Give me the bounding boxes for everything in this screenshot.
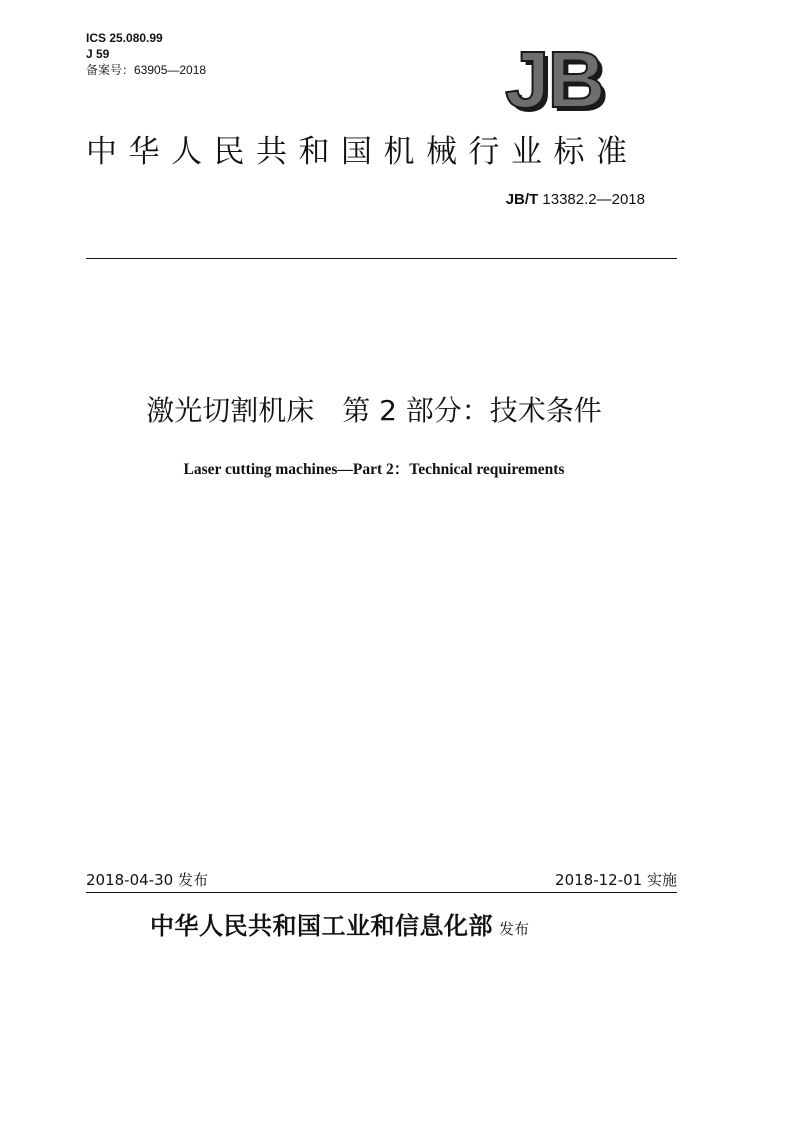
- classification-block: [86, 30, 206, 78]
- issuer-suffix: 发布: [499, 920, 530, 938]
- document-title-english: Laser cutting machines—Part 2：Technical requirements: [183, 461, 565, 478]
- standard-prefix: JB/T: [505, 191, 539, 208]
- standard-number: [506, 190, 645, 210]
- top-divider: [86, 258, 677, 259]
- industry-standard-title: 中华人民共和国机械行业标准: [86, 134, 639, 170]
- bottom-divider: [86, 892, 677, 893]
- ics-code: ICS 25.080.99: [86, 31, 163, 45]
- document-title-chinese: 激光切割机床 第 2 部分：技术条件: [146, 394, 602, 427]
- implementation-date: 2018-12-01 实施: [555, 871, 677, 889]
- issue-date: 2018-04-30 发布: [86, 871, 208, 889]
- ccs-code: J 59: [86, 47, 110, 61]
- issuer-name: 中华人民共和国工业和信息化部: [150, 912, 493, 940]
- standard-code: 13382.2—2018: [538, 191, 645, 208]
- jb-logo: [505, 35, 640, 124]
- jb-logo-text: JB: [505, 35, 604, 124]
- issuing-authority: [150, 910, 529, 945]
- filing-number: 备案号：63905—2018: [86, 63, 207, 77]
